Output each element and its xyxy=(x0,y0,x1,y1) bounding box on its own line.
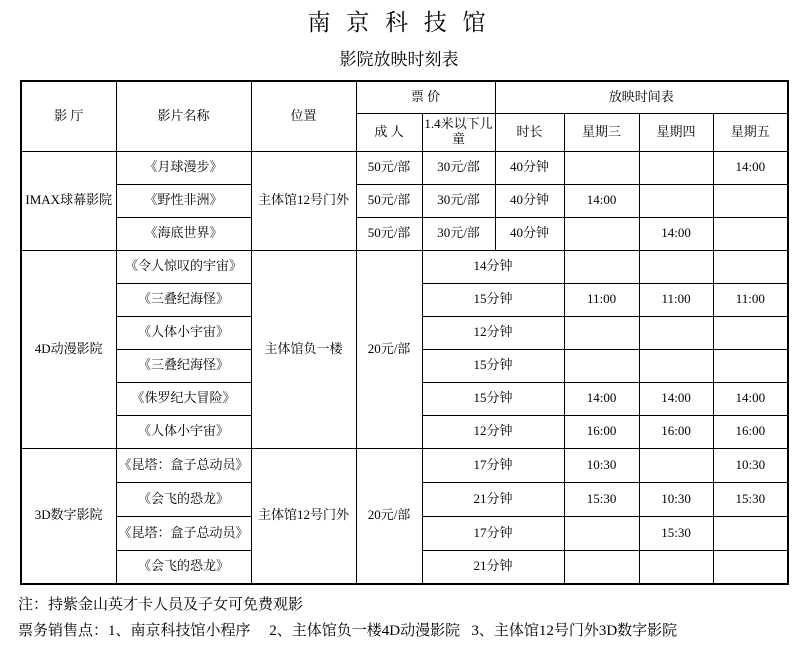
time-cell-fri: 10:30 xyxy=(713,448,788,482)
table-row xyxy=(21,250,788,283)
film-cell: 《昆塔：盒子总动员》 xyxy=(116,448,251,482)
theater-cell: IMAX球幕影院 xyxy=(21,151,116,250)
child-price-cell: 30元/部 xyxy=(422,151,495,184)
duration-cell: 14分钟 xyxy=(422,250,564,283)
child-price-cell: 30元/部 xyxy=(422,184,495,217)
time-cell-wed xyxy=(564,250,639,283)
page-title: 南 京 科 技 馆 xyxy=(307,10,491,35)
table-row xyxy=(21,151,788,184)
time-cell-wed xyxy=(564,550,639,584)
header-duration: 时长 xyxy=(495,113,564,151)
time-cell-fri xyxy=(713,550,788,584)
duration-cell: 17分钟 xyxy=(422,448,564,482)
footnotes xyxy=(18,597,798,640)
time-cell-wed: 14:00 xyxy=(564,184,639,217)
time-cell-fri xyxy=(713,250,788,283)
film-cell: 《令人惊叹的宇宙》 xyxy=(116,250,251,283)
film-cell: 《月球漫步》 xyxy=(116,151,251,184)
header-schedule: 放映时间表 xyxy=(495,81,788,113)
duration-cell: 40分钟 xyxy=(495,151,564,184)
duration-cell: 21分钟 xyxy=(422,550,564,584)
table-row xyxy=(21,184,788,217)
time-cell-fri xyxy=(713,316,788,349)
header-theater: 影 厅 xyxy=(21,81,116,151)
time-cell-wed xyxy=(564,516,639,550)
adult-price-cell: 50元/部 xyxy=(356,151,422,184)
duration-cell: 15分钟 xyxy=(422,283,564,316)
price-cell: 20元/部 xyxy=(356,250,422,448)
time-cell-wed xyxy=(564,316,639,349)
header-friday: 星期五 xyxy=(713,113,788,151)
time-cell-fri xyxy=(713,349,788,382)
time-cell-thu: 11:00 xyxy=(639,283,713,316)
time-cell-thu: 15:30 xyxy=(639,516,713,550)
time-cell-fri xyxy=(713,184,788,217)
time-cell-fri xyxy=(713,217,788,250)
time-cell-fri: 16:00 xyxy=(713,415,788,448)
time-cell-fri: 14:00 xyxy=(713,151,788,184)
film-cell: 《野性非洲》 xyxy=(116,184,251,217)
film-cell: 《会飞的恐龙》 xyxy=(116,482,251,516)
time-cell-thu xyxy=(639,250,713,283)
film-cell: 《人体小宇宙》 xyxy=(116,415,251,448)
film-cell: 《侏罗纪大冒险》 xyxy=(116,382,251,415)
time-cell-wed: 15:30 xyxy=(564,482,639,516)
table-row xyxy=(21,217,788,250)
film-cell: 《海底世界》 xyxy=(116,217,251,250)
time-cell-thu: 14:00 xyxy=(639,217,713,250)
duration-cell: 17分钟 xyxy=(422,516,564,550)
location-cell: 主体馆负一楼 xyxy=(251,250,356,448)
time-cell-fri xyxy=(713,516,788,550)
time-cell-fri: 11:00 xyxy=(713,283,788,316)
duration-cell: 40分钟 xyxy=(495,184,564,217)
note-free-admission: 注：持紫金山英才卡人员及子女可免费观影 xyxy=(18,597,304,613)
time-cell-fri: 14:00 xyxy=(713,382,788,415)
note-ticket-outlets: 票务销售点：1、南京科技馆小程序 2、主体馆负一楼4D动漫影院 3、主体馆12号门外3D数字影院 xyxy=(18,623,678,639)
time-cell-wed: 14:00 xyxy=(564,382,639,415)
film-cell: 《三叠纪海怪》 xyxy=(116,283,251,316)
duration-cell: 21分钟 xyxy=(422,482,564,516)
schedule-table xyxy=(20,80,789,585)
time-cell-wed: 16:00 xyxy=(564,415,639,448)
duration-cell: 12分钟 xyxy=(422,316,564,349)
theater-cell: 4D动漫影院 xyxy=(21,250,116,448)
time-cell-thu: 10:30 xyxy=(639,482,713,516)
time-cell-thu xyxy=(639,448,713,482)
location-cell: 主体馆12号门外 xyxy=(251,448,356,584)
time-cell-wed: 10:30 xyxy=(564,448,639,482)
child-price-cell: 30元/部 xyxy=(422,217,495,250)
time-cell-thu xyxy=(639,151,713,184)
header-child-price: 1.4米以下儿童 xyxy=(422,113,495,151)
header-location: 位置 xyxy=(251,81,356,151)
duration-cell: 15分钟 xyxy=(422,349,564,382)
price-cell: 20元/部 xyxy=(356,448,422,584)
header-wednesday: 星期三 xyxy=(564,113,639,151)
table-row xyxy=(21,448,788,482)
header-ticket-price: 票 价 xyxy=(356,81,495,113)
adult-price-cell: 50元/部 xyxy=(356,217,422,250)
time-cell-thu xyxy=(639,349,713,382)
time-cell-thu: 14:00 xyxy=(639,382,713,415)
duration-cell: 15分钟 xyxy=(422,382,564,415)
header-thursday: 星期四 xyxy=(639,113,713,151)
time-cell-thu xyxy=(639,550,713,584)
duration-cell: 40分钟 xyxy=(495,217,564,250)
adult-price-cell: 50元/部 xyxy=(356,184,422,217)
time-cell-thu xyxy=(639,184,713,217)
time-cell-wed xyxy=(564,151,639,184)
theater-cell: 3D数字影院 xyxy=(21,448,116,584)
duration-cell: 12分钟 xyxy=(422,415,564,448)
location-cell: 主体馆12号门外 xyxy=(251,151,356,250)
film-cell: 《昆塔：盒子总动员》 xyxy=(116,516,251,550)
time-cell-wed xyxy=(564,349,639,382)
time-cell-wed xyxy=(564,217,639,250)
film-cell: 《三叠纪海怪》 xyxy=(116,349,251,382)
header-adult-price: 成 人 xyxy=(356,113,422,151)
time-cell-thu xyxy=(639,316,713,349)
page-subtitle: 影院放映时刻表 xyxy=(339,50,459,69)
time-cell-fri: 15:30 xyxy=(713,482,788,516)
time-cell-wed: 11:00 xyxy=(564,283,639,316)
header-film-name: 影片名称 xyxy=(116,81,251,151)
film-cell: 《会飞的恐龙》 xyxy=(116,550,251,584)
time-cell-thu: 16:00 xyxy=(639,415,713,448)
film-cell: 《人体小宇宙》 xyxy=(116,316,251,349)
